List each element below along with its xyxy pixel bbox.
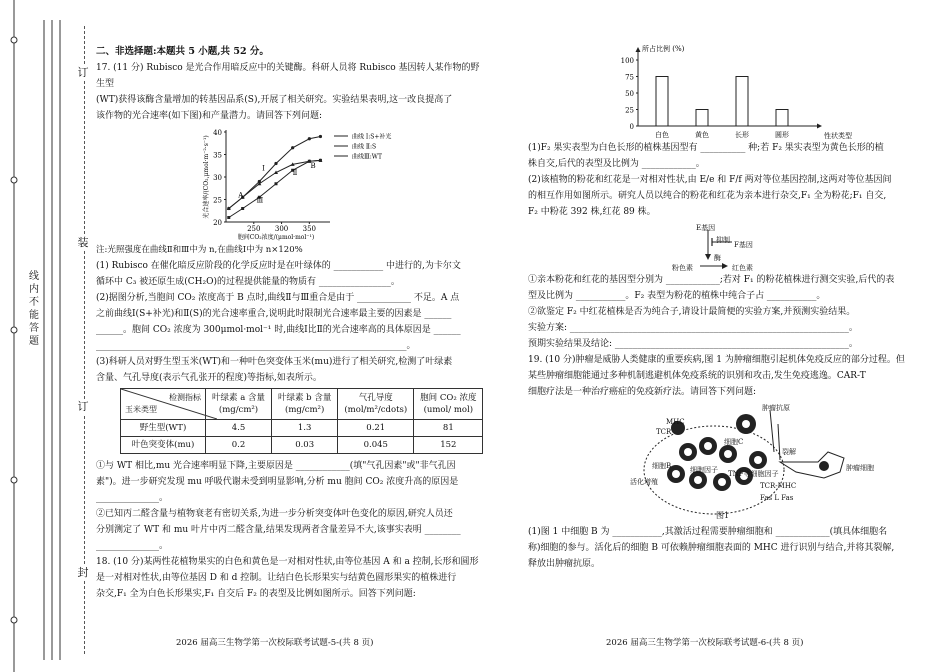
gene-e-label: E基因 [696,224,716,232]
q19-line: 某些肿瘤细胞能通过多种机制逃避机体免疫系统的识别和攻击,发生免疫逃逸。CAR-T [528,371,866,381]
point-label: A [238,191,244,200]
red-pigment-label: 红色素 [732,264,753,272]
q17-text: (1) Rubisco 在催化暗反应阶段的化学反应时是在叶绿体的 ___________ 中进行的,为卡尔文 [96,261,461,271]
binding-center-text: 线内不能答题 [29,271,39,347]
photosynthesis-chart [96,124,484,242]
left-column [96,44,484,602]
table-row [121,420,483,437]
immune-figure [528,400,934,524]
fig-label: 细胞因子 [690,466,718,474]
seal-word: 订 [72,66,94,80]
trait-bar-chart [528,44,934,140]
q18-line: 杂交,F₁ 全为白色长形果实,F₁ 自交后 F₂ 的表型及比例如图所示。回答下列问题: [96,589,416,599]
q17-text: 分别测定了 WT 和 mu 叶片中丙二醛含量,结果发现两者含量差异不大,该事实表明 ________ [96,525,461,535]
q18-text: ①亲本粉花和红花的基因型分别为 ____________;若对 F₁ 的粉花植株进行测交实验,后代的表 [528,275,895,285]
seal-dashed-line [84,26,87,654]
fig-label: 肿瘤抗原 [762,404,790,412]
fig-label: 活化增殖 [630,478,658,486]
data-point [319,135,322,138]
table-header: 气孔导度 (mol/m²/cdots) [338,389,414,420]
q17-line: (WT)获得该酶含量增加的转基因品系(S),开展了相关研究。实验结果表明,这一改良提高了 [96,95,453,105]
table-row-name: 叶色突变体(mu) [121,437,206,454]
q18-text: 预期实验结果及结论: ____________________________________________________。 [528,339,858,349]
y-tick-label: 20 [213,219,222,227]
y-axis-label: 所占比例 (%) [642,45,685,53]
y-axis-label: 光合速率/(CO₂,μmol·m⁻²·s⁻¹) [203,135,210,219]
q17-text: ______。胞间 CO₂ 浓度为 300μmol·mol⁻¹ 时,曲线Ⅰ比Ⅱ的光合速率高的具体原因是 ______ [96,325,461,335]
q17-text: _____________________________________________________________________。 [96,341,416,351]
x-tick-label: 350 [302,225,317,233]
y-tick-label: 75 [625,73,634,82]
x-axis-label: 性状类型 [824,132,852,140]
gene-pathway-diagram [528,220,934,272]
q18-text: 型及比例为 ___________。F₂ 表型为粉花的植株中纯合子占 ___________。 [528,291,826,301]
x-arrow [817,124,822,129]
table-header-row [121,389,483,420]
data-point [227,216,230,219]
y-tick-label: 0 [629,123,634,131]
section-title: 二、非选择题:本题共 5 小题,共 52 分。 [96,46,269,57]
table-row [121,437,483,454]
inhibit-label: 抑制 [716,236,730,244]
bar [696,110,708,127]
curve-label: Ⅲ [256,196,264,205]
y-tick-label: 100 [620,57,634,65]
q18-line: 是一对相对性状,由等位基因 D 和 d 控制。让结白色长形果实与结黄色圆形果实的植株进行 [96,573,457,583]
fig-label: TNF等细胞因子 [728,470,779,478]
q18-text: 的相互作用如图所示。研究人员以纯合的粉花和红花为亲本进行杂交,F₁ 全为粉花;F₁ 自交, [528,191,887,201]
q17-text: ______________。 [96,493,169,503]
table-cell: 4.5 [206,420,272,437]
fig-label: 细胞C [724,438,744,446]
bar [776,110,788,127]
q17-text: 之前曲线Ⅰ(S+补光)和Ⅱ(S)的光合速率重合,说明此时限制光合速率最主要的因素是 ______ [96,309,452,319]
seal-word: 装 [72,236,94,250]
q17-text: ②已知丙二醛含量与植物衰老有密切关系,为进一步分析突变体叶色变化的原因,研究人员还 [96,509,453,519]
y-arrow [636,47,641,52]
gene-f-label: F基因 [734,241,753,249]
table-cell: 0.21 [338,420,414,437]
q17-text: 循环中 C₃ 被还原生成(CH₂O)的过程提供能量的物质有 ________________。 [96,277,400,287]
table-header: 胞间 CO₂ 浓度 (umol/ mol) [414,389,483,420]
q17-text: 含量、气孔导度(表示气孔张开的程度)等指标,如表所示。 [96,373,322,383]
q17-text: (2)据图分析,当胞间 CO₂ 浓度高于 B 点时,曲线Ⅱ与Ⅲ重合是由于 ____________ 不足。A 点 [96,293,460,303]
q18-text: F₂ 中粉花 392 株,红花 89 株。 [528,207,656,217]
enzyme-label: 酶 [714,254,721,262]
photosynthesis-chart-svg [96,124,484,242]
category-label: 黄色 [695,131,709,139]
table-cell: 81 [414,420,483,437]
right-column [528,44,934,572]
figure-caption: 图1 [716,511,730,520]
page-footer-left: 2026 届高三生物学第一次校际联考试题-5-(共 8 页) [176,638,374,648]
maize-table [120,388,483,454]
seal-word: 订 [72,400,94,414]
q19-line: 细胞疗法是一种治疗癌症的免疫新疗法。请回答下列问题: [528,387,757,397]
q18-text: (1)F₂ 果实表型为白色长形的植株基因型有 __________ 种;若 F₂ 果实表型为黄色长形的植 [528,143,884,153]
q19-text: 释放出肿瘤抗原。 [528,559,601,569]
table-cell: 0.2 [206,437,272,454]
table-header: 叶绿素 b 含量 (mg/cm²) [271,389,337,420]
fig-label: TCR [656,428,672,436]
q18-text: ②欲鉴定 F₂ 中红花植株是否为纯合子,请设计最简便的实验方案,并预测实验结果。 [528,307,856,317]
data-point [275,182,278,185]
legend-label: 曲线 Ⅰ:S+补光 [352,133,392,141]
binding-strip [0,0,90,672]
curve-label: Ⅰ [262,164,265,173]
point-label: B [310,162,316,170]
page-footer-right: 2026 届高三生物学第一次校际联考试题-6-(共 8 页) [606,638,804,648]
x-axis-label: 胞间CO₂浓度/(μmol·mol⁻¹) [237,234,315,241]
trait-bar-chart-svg [528,44,934,140]
table-row-name: 野生型(WT) [121,420,206,437]
fig-label: MHC [666,418,685,426]
table-cell: 0.045 [338,437,414,454]
seal-word: 封 [72,566,94,580]
table-header: 叶绿素 a 含量 (mg/cm²) [206,389,272,420]
fig-label: Fas L Fas [760,494,794,502]
curve-label: Ⅱ [292,168,298,177]
data-point [308,137,311,140]
y-tick-label: 25 [213,196,222,205]
fig-label: 裂解 [782,448,796,456]
data-point [274,162,277,165]
table-cell: 1.3 [271,420,337,437]
data-point [241,207,244,210]
fig-label: 肿瘤细胞 [846,464,874,472]
q17-text: ______________。 [96,541,169,551]
q17-line: 17. (11 分) Rubisco 是光合作用暗反应中的关键酶。科研人员将 Rubisco 基因转人某作物的野生型 [96,63,480,89]
chart-note: 注:光照强度在曲线Ⅱ和Ⅲ中为 n,在曲线Ⅰ中为 n×120% [96,245,303,255]
q19-text: (1)图 1 中细胞 B 为 ___________,其激活过程需要肿瘤细胞和 ____________(填具体细胞名 [528,527,888,537]
pink-pigment-label: 粉色素 [672,264,693,272]
fig-label: 细胞B [652,462,672,470]
category-label: 圆形 [775,131,789,139]
corner-bottom: 玉米类型 [125,405,157,414]
category-label: 长形 [735,131,749,139]
corner-top: 检测指标 [169,393,201,402]
y-tick-label: 50 [625,90,634,98]
y-tick-label: 40 [213,129,222,137]
q19-line: 19. (10 分)肿瘤是威胁人类健康的重要疾病,图 1 为肿瘤细胞引起机体免疫反应的部分过程。但 [528,355,905,365]
legend-label: 曲线 Ⅱ:S [352,143,377,151]
q17-text: (3)科研人员对野生型玉米(WT)和一种叶色突变体玉米(mu)进行了相关研究,检测了叶绿素 [96,357,453,367]
x-tick-label: 300 [274,225,289,233]
q18-line: 18. (10 分)某两性花植物果实的白色和黄色是一对相对性状,由等位基因 A 和 a 控制,长形和圆形 [96,557,479,567]
bar [656,77,668,127]
q17-text: ①与 WT 相比,mu 光合速率明显下降,主要原因是 ____________(填"气孔因素"或"非气孔因 [96,461,456,471]
fig-label: TCR-MHC [760,482,797,490]
q19-text: 称)细胞的参与。活化后的细胞 B 可依赖肿瘤细胞表面的 MHC 进行识别与结合,并将其裂解, [528,543,895,553]
table-cell: 0.03 [271,437,337,454]
data-point [291,146,294,149]
q18-text: 株自交,后代的表型及比例为 ____________。 [528,159,705,169]
data-point [319,159,322,162]
x-tick-label: 250 [247,225,261,233]
q17-line: 该作物的光合速率(如下图)和产量潜力。请回答下列问题: [96,111,323,121]
legend-label: 曲线Ⅲ:WT [352,153,382,161]
category-label: 白色 [655,131,669,139]
y-tick-label: 30 [213,174,222,182]
table-corner-cell [121,389,206,420]
bar [736,77,748,127]
q18-text: 实验方案: ______________________________________________________________。 [528,323,858,333]
y-tick-label: 25 [625,106,634,115]
q18-text: (2)该植物的粉花和红花是一对相对性状,由 E/e 和 F/f 两对等位基因控制,这两对等位基因间 [528,175,892,185]
q17-text: 素")。进一步研究发现 mu 呼吸代谢未受到明显影响,分析 mu 胞间 CO₂ 浓度升高的原因是 [96,477,459,487]
y-tick-label: 35 [213,151,222,160]
pathway-arrows [528,220,934,272]
table-cell: 152 [414,437,483,454]
